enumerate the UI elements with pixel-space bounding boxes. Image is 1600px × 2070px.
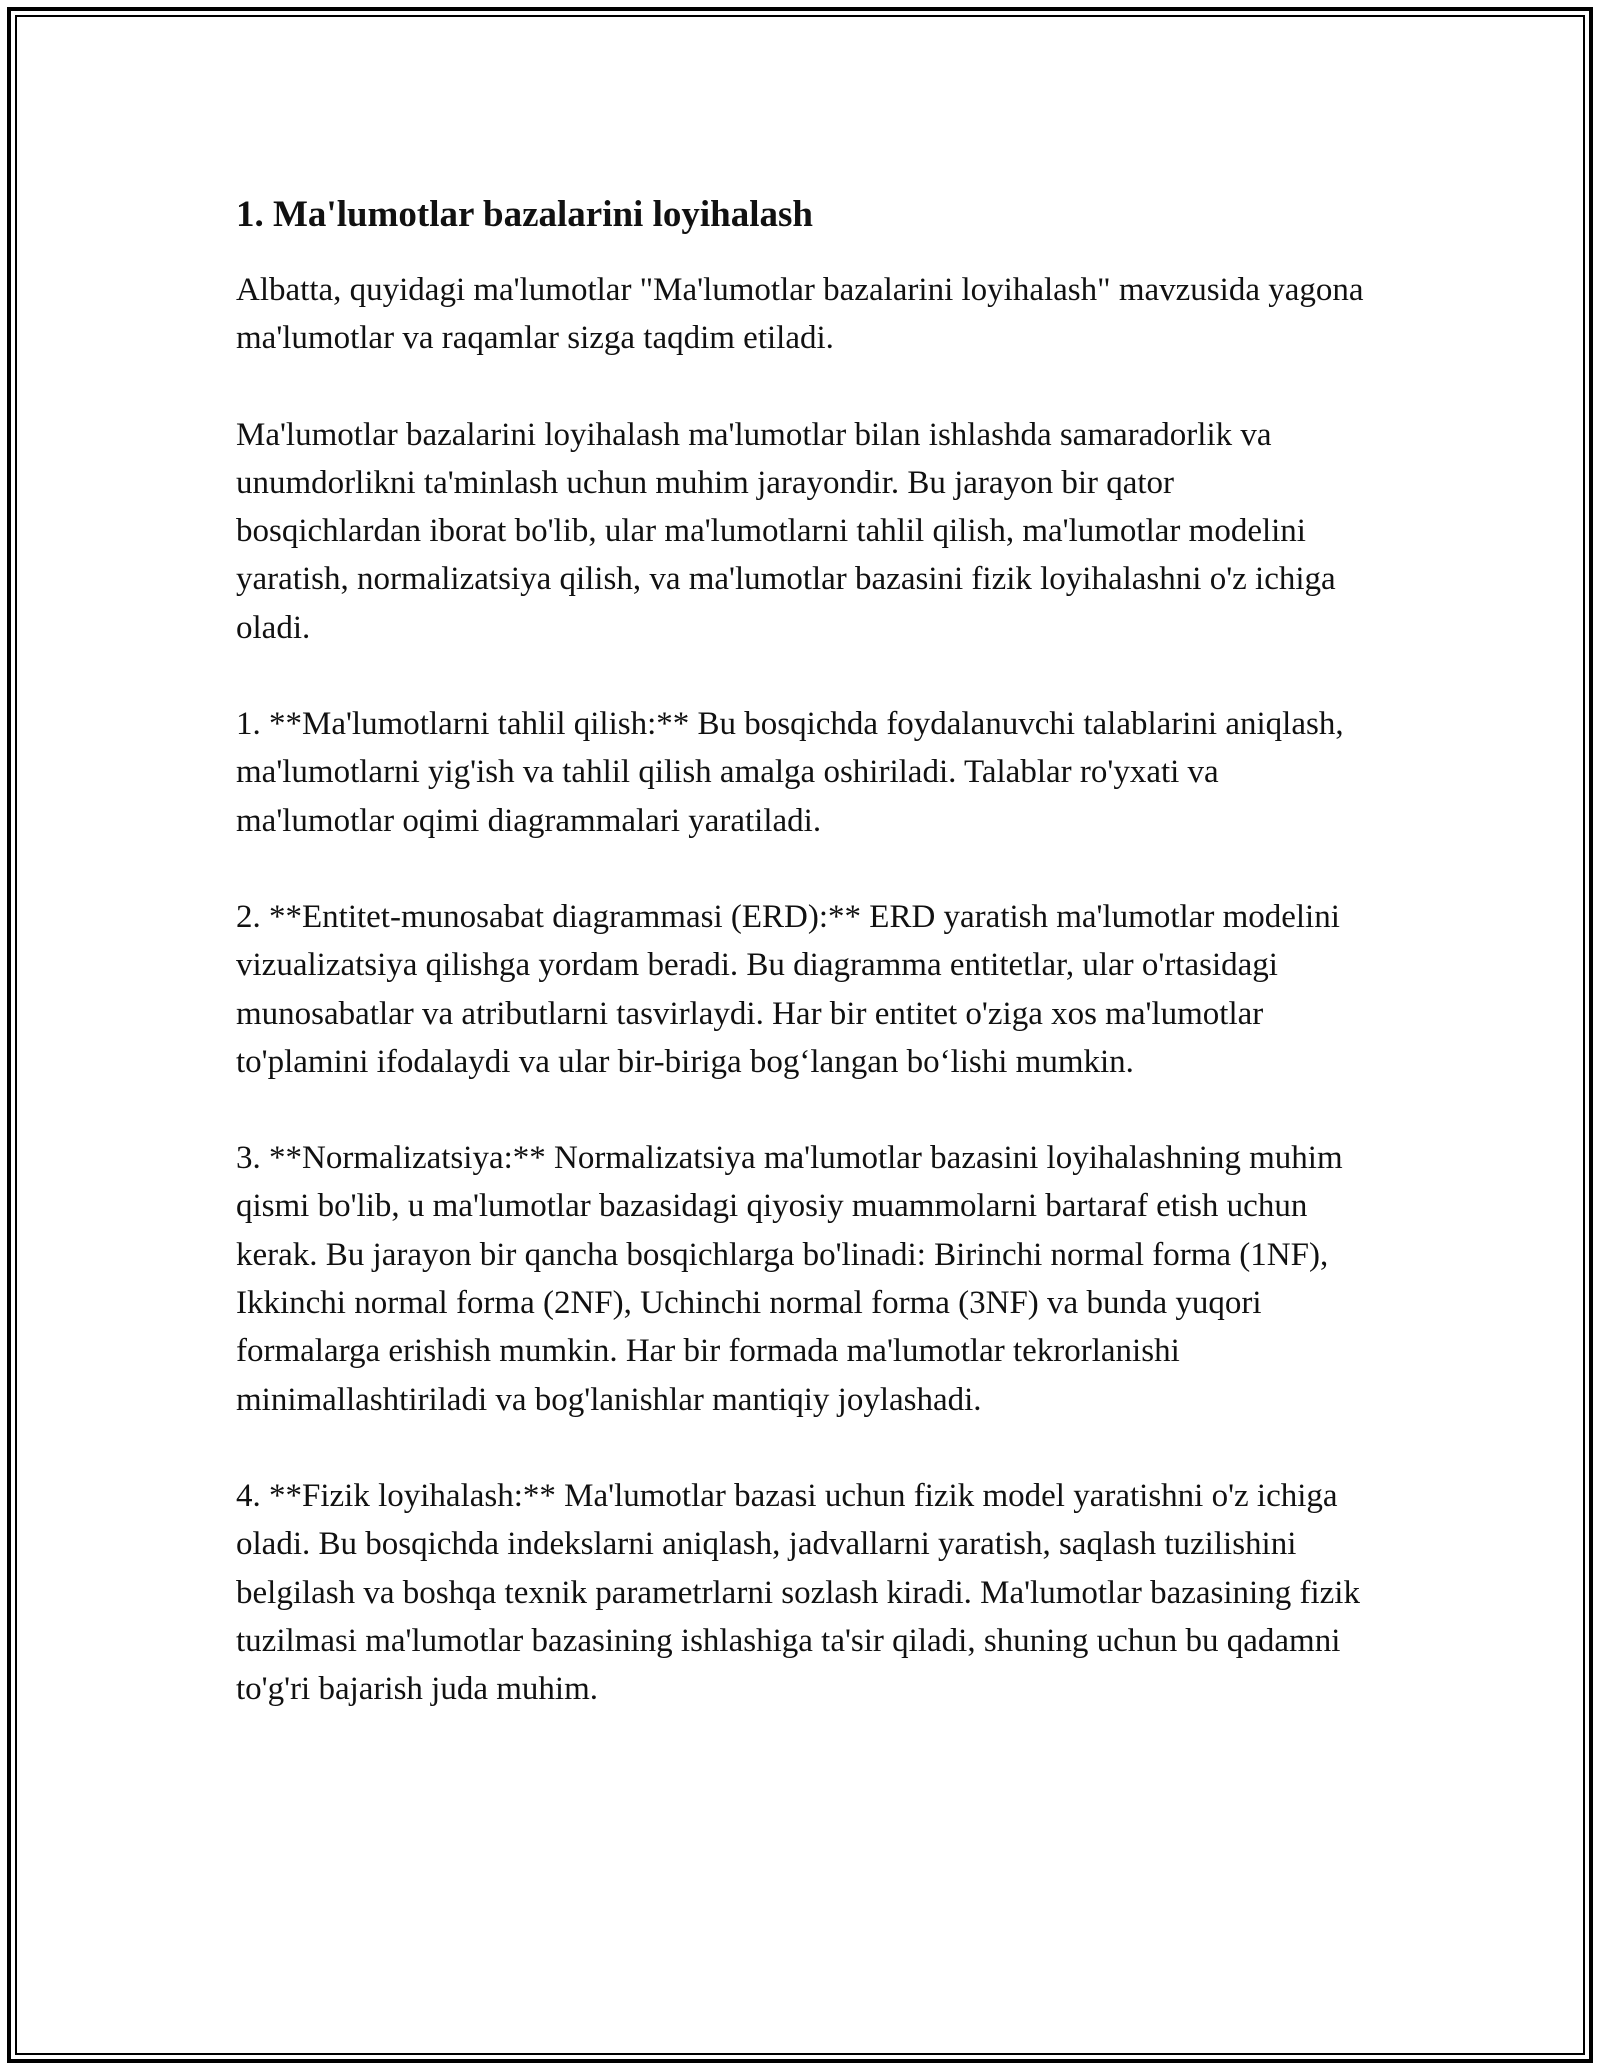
step-1-paragraph: 1. **Ma'lumotlarni tahlil qilish:** Bu bosqichda foydalanuvchi talablarini aniqlash, ma'lumotlarni yig'ish va tahlil qilish amalga oshiriladi. Talablar ro'yxati va ma'lumotlar oqimi diagrammalari yaratiladi.: [236, 706, 1344, 839]
document-title: 1. Ma'lumotlar bazalarini loyihalash: [236, 194, 813, 235]
step-4-paragraph: 4. **Fizik loyihalash:** Ma'lumotlar bazasi uchun fizik model yaratishni o'z ichiga oladi. Bu bosqichda indekslarni aniqlash, jadvallarni yaratish, saqlash tuzilishini belgilash va boshqa texnik parametrlarni sozlash kiradi. Ma'lumotlar bazasining fizik tuzilmasi ma'lumotlar bazasining ishlashiga ta'sir qiladi, shuning uchun bu qadamni to'g'ri bajarish juda muhim.: [236, 1477, 1360, 1708]
overview-paragraph: Ma'lumotlar bazalarini loyihalash ma'lumotlar bilan ishlashda samaradorlik va unumdorlikni ta'minlash uchun muhim jarayondir. Bu jarayon bir qator bosqichlardan iborat bo'lib, ular ma'lumotlarni tahlil qilish, ma'lumotlar modelini yaratish, normalizatsiya qilish, va ma'lumotlar bazasini fizik loyihalashni o'z ichiga oladi.: [236, 416, 1336, 646]
intro-paragraph: Albatta, quyidagi ma'lumotlar "Ma'lumotlar bazalarini loyihalash" mavzusida yagona ma'lumotlar va raqamlar sizga taqdim etiladi.: [236, 272, 1364, 357]
step-3-paragraph: 3. **Normalizatsiya:** Normalizatsiya ma'lumotlar bazasini loyihalashning muhim qismi bo'lib, u ma'lumotlar bazasidagi qiyosiy muammolarni bartaraf etish uchun kerak. Bu jarayon bir qancha bosqichlarga bo'linadi: Birinchi normal forma (1NF), Ikkinchi normal forma (2NF), Uchinchi normal forma (3NF) va bunda yuqori formalarga erishish mumkin. Har bir formada ma'lumotlar tekrorlanishi minimallashtiriladi va bog'lanishlar mantiqiy joylashadi.: [236, 1140, 1343, 1418]
document-body: [236, 186, 1366, 1713]
step-2-paragraph: 2. **Entitet-munosabat diagrammasi (ERD):** ERD yaratish ma'lumotlar modelini vizualizatsiya qilishga yordam beradi. Bu diagramma entitetlar, ular o'rtasidagi munosabatlar va atributlarni tasvirlaydi. Har bir entitet o'ziga xos ma'lumotlar to'plamini ifodalaydi va ular bir-biriga bog‘langan bo‘lishi mumkin.: [236, 898, 1340, 1080]
